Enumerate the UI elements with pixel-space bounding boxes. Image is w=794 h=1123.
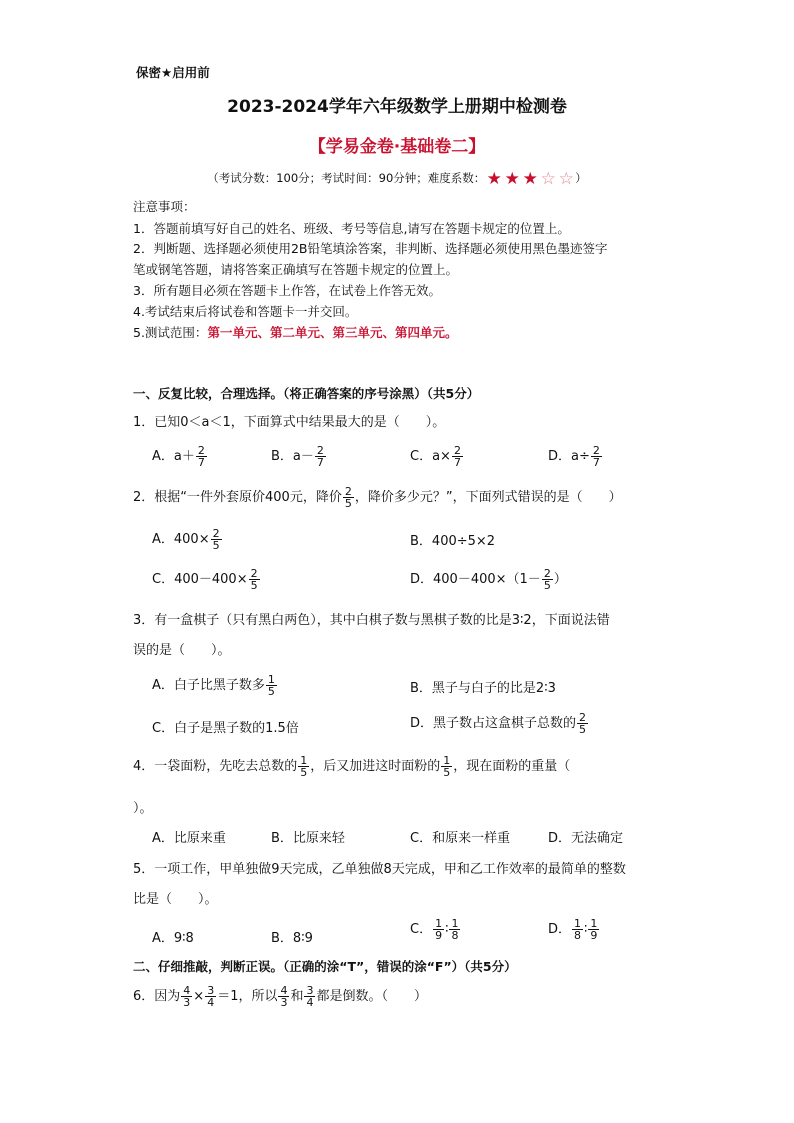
q3-a-label: A．白子比黑子数多 (152, 678, 265, 693)
q4-stem-d: ）。 (133, 801, 153, 816)
frac-num: 2 (592, 444, 600, 457)
frac-num: 2 (543, 567, 551, 580)
frac-den: 5 (300, 766, 308, 779)
q3-d-label: D．黑子数占这盒棋子总数的 (410, 716, 577, 731)
frac-num: 1 (300, 754, 308, 767)
note-5-prefix: 5.测试范围： (133, 325, 208, 340)
q1-option-a[interactable] (152, 445, 208, 468)
frac-den: 4 (306, 996, 314, 1009)
q2-option-c[interactable] (152, 568, 261, 591)
q3-stem-b: 误的是（ ）。 (133, 643, 231, 658)
q2-stem-b: ，降价多少元？”，下面列式错误的是（ ） (354, 490, 622, 505)
q6-and: 和 (290, 989, 304, 1004)
q6-a: 6．因为 (133, 989, 181, 1004)
frac-den: 3 (183, 996, 191, 1009)
frac-den: 7 (453, 456, 461, 469)
note-5-range: 第一单元、第二单元、第三单元、第四单元。 (207, 325, 458, 340)
frac-den: 7 (316, 456, 324, 469)
q1-b-frac (315, 445, 326, 468)
q5-option-a[interactable]: A．9∶8 (152, 931, 194, 946)
frac-den: 8 (574, 929, 582, 942)
empty-star-icon: ☆ (540, 169, 556, 189)
q2-stem-a: 2．根据“一件外套原价400元，降价 (133, 490, 342, 505)
frac-den: 5 (344, 497, 352, 510)
frac-den: 7 (592, 456, 600, 469)
q4-frac-2 (441, 755, 452, 778)
q6-eq: ＝1，所以 (217, 989, 278, 1004)
frac-den: 3 (280, 996, 288, 1009)
difficulty-stars (485, 169, 575, 189)
q6-tail: 都是倒数。（ ） (316, 989, 427, 1004)
q3-stem-a: 3．有一盒棋子（只有黑白两色），其中白棋子数与黑棋子数的比是3∶2，下面说法错 (133, 613, 610, 628)
q1-option-b[interactable] (271, 445, 327, 468)
exam-info-prefix: （考试分数：100分；考试时间：90分钟；难度系数： (207, 171, 486, 185)
frac-num: 2 (453, 444, 461, 457)
note-1: 1．答题前填写好自己的姓名、班级、考号等信息,请写在答题卡规定的位置上。 (133, 221, 570, 236)
exam-info (0, 170, 794, 188)
frac-num: 2 (197, 444, 205, 457)
section-1-heading: 一、反复比较，合理选择。（将正确答案的序号涂黑）（共5分） (133, 386, 480, 401)
note-2a: 2．判断题、选择题必须使用2B铅笔填涂答案，非判断、选择题必须使用黑色墨迹签字 (133, 241, 608, 256)
frac-num: 3 (207, 984, 215, 997)
q2-d-frac (542, 568, 553, 591)
q4-stem-c: ，现在面粉的重量（ (453, 759, 571, 774)
q5-c-frac-1 (433, 918, 444, 941)
frac-num: 2 (316, 444, 324, 457)
q1-d-frac (591, 445, 602, 468)
q5-option-d[interactable] (548, 918, 600, 941)
frac-num: 1 (574, 917, 582, 930)
q3-option-c[interactable]: C．白子是黑子数的1.5倍 (152, 721, 299, 736)
exam-title: 2023-2024学年六年级数学上册期中检测卷 (227, 97, 567, 117)
frac-den: 5 (443, 766, 451, 779)
filled-star-icon: ★ (486, 169, 502, 189)
q6-frac-3 (278, 985, 289, 1008)
q5-d-frac-2 (588, 918, 599, 941)
q2-option-a[interactable] (152, 528, 223, 551)
q5-option-b[interactable]: B．8∶9 (271, 931, 313, 946)
frac-den: 7 (197, 456, 205, 469)
filled-star-icon: ★ (522, 169, 538, 189)
q5-stem-a: 5．一项工作，甲单独做9天完成，乙单独做8天完成，甲和乙工作效率的最简单的整数 (133, 862, 626, 877)
frac-den: 5 (543, 579, 551, 592)
notes-heading: 注意事项： (133, 199, 196, 214)
q2-a-label: A．400× (152, 532, 210, 547)
frac-den: 9 (435, 929, 443, 942)
note-4: 4.考试结束后将试卷和答题卡一并交回。 (133, 304, 358, 319)
q2-stem (133, 486, 622, 509)
frac-num: 1 (443, 754, 451, 767)
q2-c-label: C．400－400× (152, 572, 248, 587)
q5-c-label: C． (410, 922, 433, 937)
frac-num: 1 (435, 917, 443, 930)
empty-star-icon: ☆ (558, 169, 574, 189)
frac-den: 5 (579, 723, 587, 736)
ratio-colon: ∶ (445, 922, 449, 937)
frac-den: 5 (212, 539, 220, 552)
q1-option-c[interactable] (410, 445, 464, 468)
filled-star-icon: ★ (504, 169, 520, 189)
q3-option-a[interactable] (152, 674, 278, 697)
frac-num: 4 (183, 984, 191, 997)
q6-times: × (193, 989, 205, 1004)
q4-stem-b: ，后又加进这时面粉的 (310, 759, 441, 774)
frac-num: 3 (306, 984, 314, 997)
q1-a-label: A．a＋ (152, 449, 195, 464)
q6-frac-2 (205, 985, 216, 1008)
q3-option-d[interactable] (410, 712, 589, 735)
q1-stem: 1．已知0＜a＜1，下面算式中结果最大的是（ ）。 (133, 415, 446, 430)
q1-c-label: C．a× (410, 449, 451, 464)
q2-d-close: ） (553, 572, 567, 587)
q5-option-c[interactable] (410, 918, 461, 941)
q1-a-frac (196, 445, 207, 468)
frac-num: 4 (280, 984, 288, 997)
q2-option-d[interactable] (410, 568, 567, 591)
q4-option-a[interactable]: A．比原来重 (152, 831, 226, 846)
note-2b: 笔或钢笔答题，请将答案正确填写在答题卡规定的位置上。 (133, 262, 459, 277)
frac-den: 5 (250, 579, 258, 592)
q1-c-frac (452, 445, 463, 468)
q2-stem-frac (343, 486, 354, 509)
q4-option-b[interactable]: B．比原来轻 (271, 831, 345, 846)
q4-stem-a: 4．一袋面粉，先吃去总数的 (133, 759, 298, 774)
confidential-label: 保密★启用前 (136, 65, 210, 80)
frac-num: 2 (344, 485, 352, 498)
exam-subtitle: 【学易金卷·基础卷二】 (308, 137, 486, 157)
exam-info-suffix: ） (575, 171, 587, 185)
q6-frac-1 (181, 985, 192, 1008)
q1-d-label: D．a÷ (548, 449, 590, 464)
frac-den: 4 (207, 996, 215, 1009)
q5-d-label: D． (548, 922, 572, 937)
note-5 (133, 323, 457, 341)
q5-c-frac-2 (449, 918, 460, 941)
frac-den: 5 (267, 685, 275, 698)
frac-den: 9 (590, 929, 598, 942)
q6-frac-4 (304, 985, 315, 1008)
frac-num: 2 (579, 711, 587, 724)
frac-den: 8 (451, 929, 459, 942)
q6-stem (133, 985, 427, 1008)
q5-stem-b: 比是（ ）。 (133, 892, 218, 907)
q1-option-d[interactable] (548, 445, 603, 468)
q4-option-d[interactable]: D．无法确定 (548, 831, 624, 846)
q2-c-frac (249, 568, 260, 591)
q4-frac-1 (298, 755, 309, 778)
q3-a-frac (266, 674, 277, 697)
q3-d-frac (577, 712, 588, 735)
frac-num: 1 (267, 673, 275, 686)
ratio-colon: ∶ (584, 922, 588, 937)
frac-num: 1 (590, 917, 598, 930)
frac-num: 1 (451, 917, 459, 930)
q5-d-frac-1 (572, 918, 583, 941)
q2-a-frac (211, 528, 222, 551)
note-3: 3．所有题目必须在答题卡上作答，在试卷上作答无效。 (133, 283, 441, 298)
q2-d-label: D．400－400×（1－ (410, 572, 541, 587)
q1-b-label: B．a－ (271, 449, 314, 464)
q4-stem (133, 755, 570, 778)
section-2-heading: 二、仔细推敲，判断正误。（正确的涂“T”，错误的涂“F”）（共5分） (133, 959, 517, 974)
q2-option-b[interactable]: B．400÷5×2 (410, 534, 496, 549)
frac-num: 2 (250, 567, 258, 580)
q3-option-b[interactable]: B．黑子与白子的比是2∶3 (410, 681, 556, 696)
q4-option-c[interactable]: C．和原来一样重 (410, 831, 511, 846)
frac-num: 2 (212, 527, 220, 540)
